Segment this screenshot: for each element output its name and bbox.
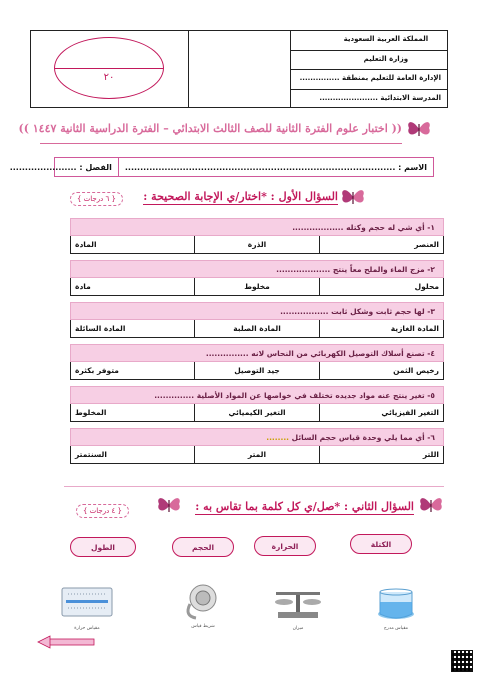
beaker-icon xyxy=(372,584,420,622)
class-dots: ...................... xyxy=(9,163,77,172)
title-underline xyxy=(40,143,402,144)
options-row xyxy=(70,362,444,380)
option[interactable]: السنتمتر xyxy=(75,450,107,459)
section-divider xyxy=(64,486,444,487)
option[interactable]: التغير الكيميائي xyxy=(194,404,318,421)
scale-icon xyxy=(272,584,324,622)
q2-heading: السؤال الثاني : *صل/ي كل كلمة بما تقاس به : xyxy=(195,500,414,513)
grade-number: ٢٠ xyxy=(103,72,115,83)
tool-graduated-cylinder[interactable] xyxy=(372,584,420,631)
option[interactable]: المادة الغازية xyxy=(319,320,443,337)
option[interactable]: المادة الصلبة xyxy=(194,320,318,337)
name-field[interactable] xyxy=(118,158,433,176)
name-label: الاسم : xyxy=(398,163,427,172)
qr-code-icon xyxy=(451,650,473,672)
word-length[interactable]: الطول xyxy=(70,537,136,557)
question-text: ٢- مزج الماء والملح معاً ينتج ................... xyxy=(70,260,444,278)
tool-caption: ميزان xyxy=(292,626,304,631)
tool-caption: مقياس مدرج xyxy=(383,626,409,631)
option[interactable]: الذرة xyxy=(194,236,318,253)
thermometer-icon xyxy=(60,584,114,622)
options-row xyxy=(70,446,444,464)
option[interactable]: المخلوط xyxy=(75,408,107,417)
option[interactable]: المتر xyxy=(194,446,318,463)
q1-marks: { ٦ درجات } xyxy=(70,192,123,206)
option[interactable]: مخلوط xyxy=(194,278,318,295)
tool-tape-measure[interactable] xyxy=(180,582,226,629)
student-info-bar xyxy=(9,157,434,177)
grade-circle xyxy=(54,37,164,99)
option[interactable]: التغير الفيزيائي xyxy=(319,404,443,421)
tool-thermometer[interactable] xyxy=(60,584,114,631)
word-mass[interactable]: الكتلة xyxy=(350,534,412,554)
option[interactable]: المادة xyxy=(75,240,97,249)
class-label: الفصل : xyxy=(79,163,112,172)
name-dots: ......................................................................................... xyxy=(124,163,396,172)
options-row xyxy=(70,236,444,254)
question-text: ٣- لها حجم ثابت وشكل ثابت ................. xyxy=(70,302,444,320)
header-blank-cell xyxy=(188,31,290,107)
grade-cell xyxy=(31,31,188,107)
q2-marks: { ٤ درجات } xyxy=(76,504,129,518)
exam-title: (( اختبار علوم الفترة الثانية للصف الثالث الابتدائي – الفترة الدراسية الثانية ١٤٤٧ )) xyxy=(18,122,402,135)
option[interactable]: المادة السائلة xyxy=(75,324,126,333)
butterfly-icon xyxy=(406,118,432,140)
arrow-left-icon[interactable] xyxy=(38,636,94,648)
option[interactable]: العنصر xyxy=(319,236,443,253)
question-text: ٥- تغير ينتج عنه مواد جديده تختلف في خواصها عن المواد الأصلية .............. xyxy=(70,386,444,404)
question-text: ٤- تصنع أسلاك التوصيل الكهربائي من النحاس لانه ............... xyxy=(70,344,444,362)
option[interactable]: جيد التوصيل xyxy=(194,362,318,379)
butterfly-icon xyxy=(418,494,444,516)
class-field[interactable] xyxy=(9,158,118,176)
answer-dots: ........ xyxy=(266,433,290,442)
q1-block xyxy=(70,218,444,464)
question-text: ١- أي شي له حجم وكتله .................. xyxy=(70,218,444,236)
option[interactable]: متوفر بكثرة xyxy=(75,366,119,375)
butterfly-icon xyxy=(156,494,182,516)
options-row xyxy=(70,320,444,338)
options-row xyxy=(70,404,444,422)
header-line: الإدارة العامة للتعليم بمنطقة ............... xyxy=(291,70,447,90)
question-6-text: ٦- أي مما يلي وحدة قياس حجم السائل xyxy=(289,433,435,442)
option[interactable]: اللتر xyxy=(319,446,443,463)
header-table xyxy=(30,30,448,108)
tool-caption: مقياس حرارة xyxy=(74,626,100,631)
question-text xyxy=(70,428,444,446)
butterfly-icon xyxy=(340,186,366,208)
options-row xyxy=(70,278,444,296)
q1-heading: السؤال الأول : *اختار/ي الإجابة الصحيحة : xyxy=(143,190,338,203)
tool-balance[interactable] xyxy=(272,584,324,631)
tape-measure-icon xyxy=(180,582,226,620)
header-line: المملكة العربية السعودية xyxy=(291,31,447,51)
word-temperature[interactable]: الحرارة xyxy=(254,536,316,556)
header-info-cell xyxy=(290,31,447,107)
option[interactable]: مادة xyxy=(75,282,91,291)
header-line: المدرسة الابتدائية ...................... xyxy=(319,93,441,102)
word-volume[interactable]: الحجم xyxy=(172,537,234,557)
option[interactable]: رخيص الثمن xyxy=(319,362,443,379)
tool-caption: شريط قياس xyxy=(191,624,215,629)
option[interactable]: محلول xyxy=(319,278,443,295)
header-line: وزارة التعليم xyxy=(291,51,447,71)
